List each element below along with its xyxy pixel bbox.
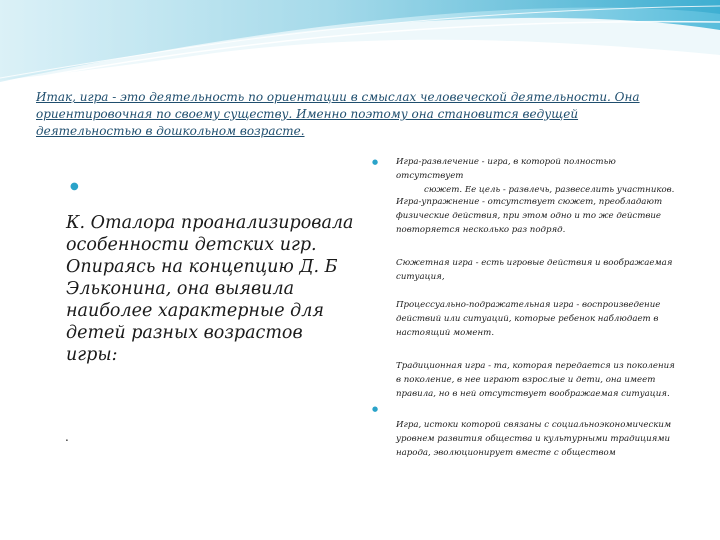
- game-type-item: Игра-упражнение - отсутствует сюжет, преобладают физические действия, при этом одно и то же действие повторяется несколько раз подряд.: [396, 197, 663, 235]
- game-type-item: Процессуально-подражательная игра - воспроизведение действий или ситуаций, которые ребенок наблюдает в настоящий момент.: [396, 300, 661, 338]
- bullet-icon: ●: [372, 405, 379, 413]
- left-trailing-dot: .: [65, 430, 69, 444]
- page-title: Итак, игра - это деятельность по ориентации в смыслах человеческой деятельности. Она ориентировочная по своему существу. Именно поэтому она становится ведущей деятельностью в дошкольном возрасте.: [36, 90, 640, 138]
- game-type-item: Традиционная игра - та, которая передается из поколения в поколение, в нее играют взрослые и дети, она имеет правила, но в ней отсутствует воображаемая ситуация.: [396, 361, 675, 399]
- bullet-icon: ●: [70, 181, 79, 192]
- game-type-item: [396, 155, 681, 197]
- game-type-item: Игра, истоки которой связаны с социальноэкономическим уровнем развития общества и культурными традициями народа, эволюционирует вместе с обществом: [396, 420, 672, 458]
- game-type-item-first-line: Игра-развлечение - игра, в которой полностью отсутствует: [396, 157, 616, 181]
- left-body-text: К. Оталора проанализировала особенности детских игр. Опираясь на концепцию Д. Б Эльконина, она выявила наиболее характерные для детей разных возрастов игры:: [66, 213, 354, 365]
- bullet-icon: ●: [372, 158, 379, 166]
- game-type-item-text: сюжет. Ее цель - развлечь, развеселить участников.: [424, 185, 675, 195]
- header-wave-decoration: [0, 0, 720, 90]
- game-type-item: Сюжетная игра - есть игровые действия и воображаемая ситуация,: [396, 258, 673, 282]
